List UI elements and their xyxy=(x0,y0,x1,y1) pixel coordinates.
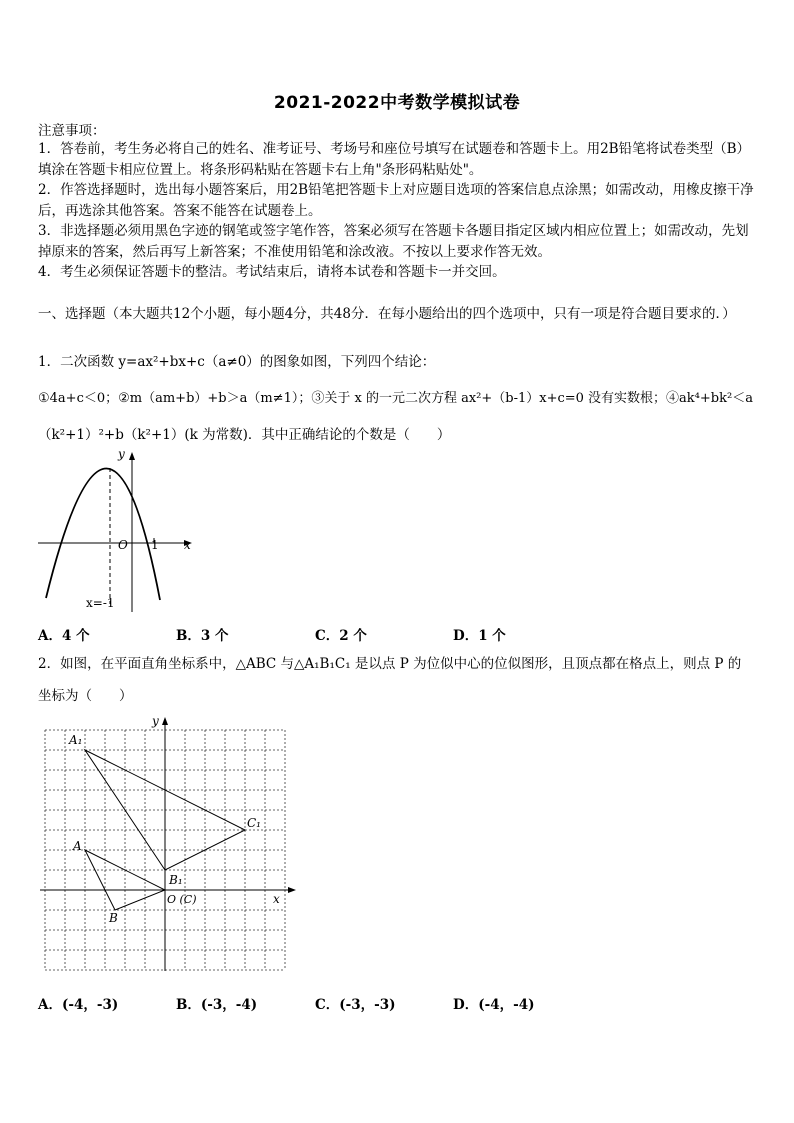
x-label: x xyxy=(184,538,191,552)
label-a1: A₁ xyxy=(69,733,83,747)
notice-heading: 注意事项： xyxy=(38,123,106,139)
x-label: x xyxy=(273,892,280,906)
y-axis-arrow xyxy=(162,717,168,725)
label-b: B xyxy=(109,911,118,925)
y-axis-arrow xyxy=(129,452,135,460)
page-title: 2021-2022中考数学模拟试卷 xyxy=(273,93,521,113)
q1-conclusions-line2: （k²+1）²+b（k²+1）(k 为常数)．其中正确结论的个数是（ ） xyxy=(38,427,451,443)
q1-option-d[interactable]: D．1 个 xyxy=(453,628,506,644)
q2-option-c[interactable]: C．(-3，-3) xyxy=(315,997,396,1013)
parabola-curve xyxy=(46,468,160,600)
q2-stem-line2: 坐标为（ ） xyxy=(38,688,133,704)
origin-label: O xyxy=(118,538,128,552)
q2-stem: 2．如图，在平面直角坐标系中，△ABC 与△A₁B₁C₁ 是以点 P 为位似中心的位似图形，且顶点都在格点上，则点 P 的 xyxy=(38,656,742,672)
q2-option-a[interactable]: A．(-4，-3) xyxy=(38,997,119,1013)
q2-option-b[interactable]: B．(-3，-4) xyxy=(176,997,258,1013)
q1-option-a[interactable]: A．4 个 xyxy=(38,628,90,644)
notice-list xyxy=(38,139,758,283)
notice-item: 1．答卷前，考生务必将自己的姓名、准考证号、考场号和座位号填写在试题卷和答题卡上。用2B铅笔将试卷类型（B）填涂在答题卡相应位置上。将条形码粘贴在答题卡右上角"条形码粘贴处"。 xyxy=(38,141,751,178)
q1-option-c[interactable]: C．2 个 xyxy=(315,628,367,644)
y-label: y xyxy=(118,447,125,461)
label-b1: B₁ xyxy=(169,873,183,887)
origin-label: O (C) xyxy=(167,893,197,906)
notice-item: 3．非选择题必须用黑色字迹的钢笔或签字笔作答，答案必须写在答题卡各题目指定区域内相应位置上；如需改动，先划掉原来的答案，然后再写上新答案；不准使用铅笔和涂改液。不按以上要求作答无效。 xyxy=(38,223,749,260)
section-heading: 一、选择题（本大题共12个小题，每小题4分，共48分．在每小题给出的四个选项中，只有一项是符合题目要求的．） xyxy=(38,306,736,322)
q2-grid-figure xyxy=(40,713,312,973)
q1-option-b[interactable]: B．3 个 xyxy=(176,628,229,644)
label-c1: C₁ xyxy=(247,816,261,830)
notice-item: 2．作答选择题时，选出每小题答案后，用2B铅笔把答题卡上对应题目选项的答案信息点涂黑；如需改动，用橡皮擦干净后，再选涂其他答案。答案不能答在试题卷上。 xyxy=(38,182,754,219)
label-a: A xyxy=(73,839,82,853)
y-label: y xyxy=(152,714,159,728)
notice-item: 4．考生必须保证答题卡的整洁。考试结束后，请将本试卷和答题卡一并交回。 xyxy=(38,264,506,280)
q1-stem: 1．二次函数 y=ax²+bx+c（a≠0）的图象如图，下列四个结论： xyxy=(38,354,436,370)
x-axis-arrow xyxy=(288,887,296,893)
q1-parabola-figure xyxy=(36,446,198,614)
one-label: 1 xyxy=(151,538,159,552)
q2-option-d[interactable]: D．(-4，-4) xyxy=(453,997,535,1013)
axis-equation-label: x=-1 xyxy=(86,596,115,610)
q1-conclusions-line1: ①4a+c＜0；②m（am+b）+b＞a（m≠1）；③关于 x 的一元二次方程 ax²+（b-1）x+c=0 没有实数根；④ak⁴+bk²＜a xyxy=(38,391,753,406)
